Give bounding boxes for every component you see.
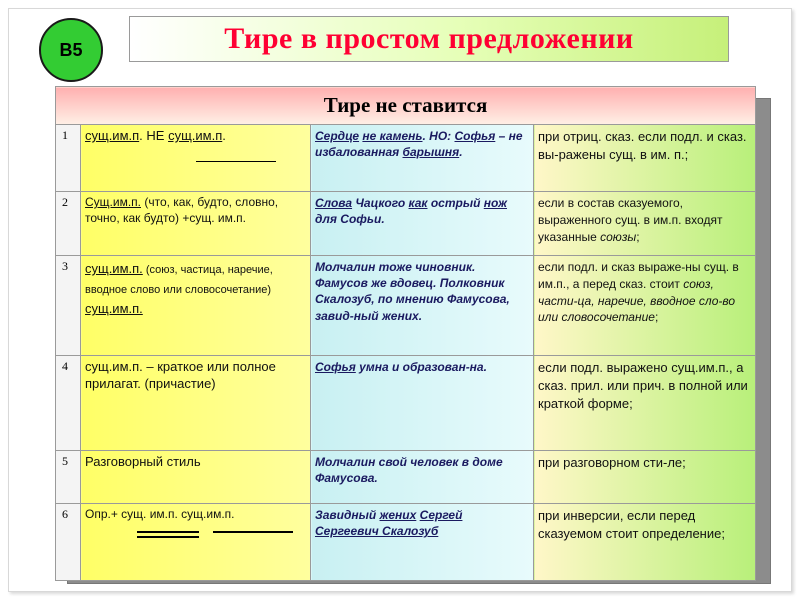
- rule-cell: если подл. выражено сущ.им.п., а сказ. прил. или прич. в полной или краткой форме;: [534, 356, 756, 451]
- example-cell: Слова Чацкого как острый нож для Софьи.: [311, 192, 534, 256]
- table-row: [56, 451, 756, 504]
- task-badge: [39, 18, 103, 82]
- rule-cell: если подл. и сказ выраже-ны сущ. в им.п., а перед сказ. стоит союз, части-ца, наречие, вводное сло-во или словосочетание;: [534, 256, 756, 356]
- table-header: Тире не ставится: [56, 87, 756, 125]
- pattern-cell: Сущ.им.п. (что, как, будто, словно, точно, как будто) +сущ. им.п.: [81, 192, 311, 256]
- table-row: [56, 504, 756, 581]
- pattern-cell: [81, 125, 311, 192]
- pattern-cell: [81, 504, 311, 581]
- pattern-cell: сущ.им.п. (союз, частица, наречие, вводное слово или словосочетание) сущ.им.п.: [81, 256, 311, 356]
- example-cell: Молчалин тоже чиновник. Фамусов же вдовец. Полковник Скалозуб, по мнению Фамусова, завид-ный жених.: [311, 256, 534, 356]
- table-row: [56, 125, 756, 192]
- row-number: 4: [56, 356, 81, 451]
- example-cell: Сердце не камень. НО: Софья – не избалованная барышня.: [311, 125, 534, 192]
- row-number: 6: [56, 504, 81, 581]
- rule-cell: при инверсии, если перед сказуемом стоит определение;: [534, 504, 756, 581]
- slide-title: Тире в простом предложении: [224, 22, 634, 55]
- pattern-text: сущ.им.п. НЕ сущ.им.п.: [85, 128, 226, 143]
- underline-marks: [85, 145, 306, 167]
- pattern-text: Опр.+ сущ. им.п. сущ.им.п.: [85, 507, 235, 521]
- underline-marks: [85, 523, 306, 545]
- title-box: [129, 16, 729, 62]
- table-header-row: [56, 87, 756, 125]
- rule-cell: при отриц. сказ. если подл. и сказ. вы-ражены сущ. в им. п.;: [534, 125, 756, 192]
- example-cell: Молчалин свой человек в доме Фамусова.: [311, 451, 534, 504]
- example-cell: Завидный жених Сергей Сергеевич Скалозуб: [311, 504, 534, 581]
- rule-cell: при разговорном сти-ле;: [534, 451, 756, 504]
- table-row: [56, 356, 756, 451]
- table-row: [56, 256, 756, 356]
- rules-table: [55, 86, 755, 581]
- example-cell: Софья умна и образован-на.: [311, 356, 534, 451]
- table-row: [56, 192, 756, 256]
- row-number: 3: [56, 256, 81, 356]
- pattern-cell: сущ.им.п. – краткое или полное прилагат. (причастие): [81, 356, 311, 451]
- row-number: 2: [56, 192, 81, 256]
- rule-cell: если в состав сказуемого, выраженного сущ. в им.п. входят указанные союзы;: [534, 192, 756, 256]
- row-number: 5: [56, 451, 81, 504]
- badge-label: В5: [59, 39, 83, 60]
- row-number: 1: [56, 125, 81, 192]
- pattern-cell: Разговорный стиль: [81, 451, 311, 504]
